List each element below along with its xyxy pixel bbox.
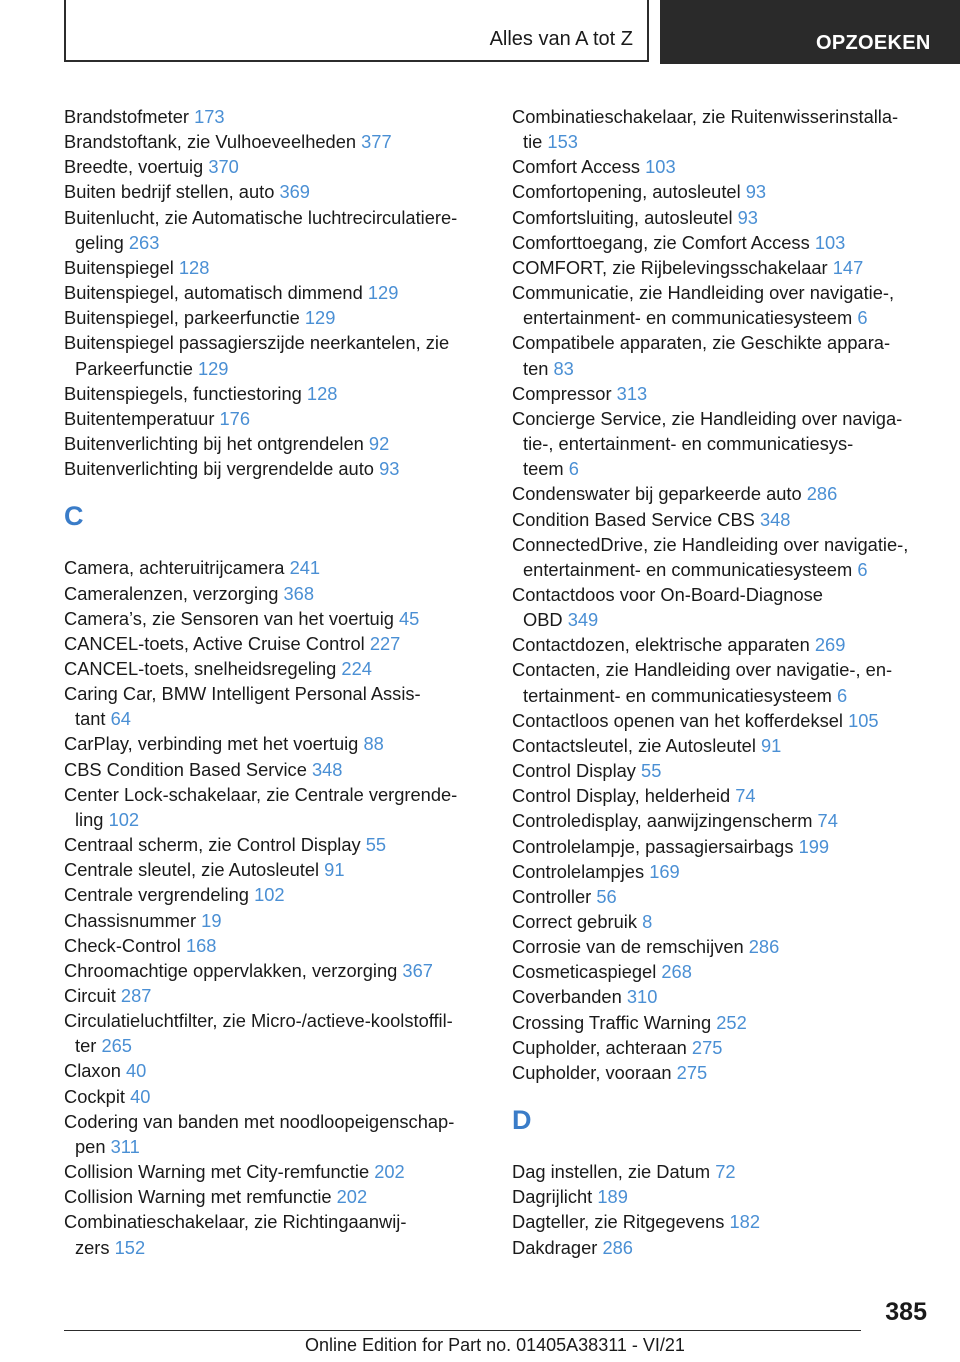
entry-term: CANCEL-toets, Active Cruise Control bbox=[64, 632, 365, 654]
page-reference-link[interactable]: 286 bbox=[748, 936, 780, 958]
index-entry bbox=[512, 230, 932, 255]
page-reference-link[interactable]: 91 bbox=[761, 734, 782, 756]
index-entry bbox=[512, 859, 932, 884]
entry-term: Contactdoos voor On-Board-Diagnose bbox=[512, 583, 823, 605]
entry-term: Condition Based Service CBS bbox=[512, 508, 755, 530]
index-entry bbox=[512, 179, 932, 204]
entry-term-continuation: Parkeerfunctie bbox=[75, 357, 193, 379]
index-entry bbox=[512, 733, 932, 758]
entry-term: Comfort Access bbox=[512, 156, 641, 178]
page-reference-link[interactable]: 6 bbox=[568, 458, 579, 480]
index-entry bbox=[64, 832, 484, 857]
page-reference-link[interactable]: 173 bbox=[194, 106, 225, 127]
page-reference-link[interactable]: 169 bbox=[649, 860, 680, 882]
page-reference-link[interactable]: 275 bbox=[676, 1061, 708, 1083]
index-entry bbox=[512, 280, 932, 330]
entry-term-continuation: tie bbox=[523, 131, 543, 153]
index-entry bbox=[64, 1058, 484, 1083]
entry-term: Camera, achteruitrijcamera bbox=[64, 557, 285, 579]
entry-term-continuation: entertainment- en communicatiesysteem bbox=[523, 558, 853, 580]
index-entry bbox=[512, 657, 932, 707]
entry-term: Centraal scherm, zie Control Display bbox=[64, 834, 361, 856]
page-reference-link[interactable]: 265 bbox=[101, 1035, 132, 1057]
page-reference-link[interactable]: 105 bbox=[848, 709, 879, 731]
index-entry bbox=[512, 1235, 932, 1260]
entry-term: Compressor bbox=[512, 382, 612, 404]
entry-term: Claxon bbox=[64, 1060, 121, 1082]
entry-term: Control Display bbox=[512, 760, 636, 782]
entry-term: Controlelampjes bbox=[512, 860, 645, 882]
page-reference-link[interactable]: 202 bbox=[374, 1161, 405, 1183]
section-header bbox=[64, 0, 649, 62]
index-entry bbox=[512, 708, 932, 733]
index-entry bbox=[64, 381, 484, 406]
index-entry bbox=[64, 681, 484, 731]
entry-term-continuation: geling bbox=[75, 231, 124, 253]
index-entry bbox=[64, 1184, 484, 1209]
page-reference-link[interactable]: 310 bbox=[626, 986, 658, 1008]
entry-term: Chassisnummer bbox=[64, 909, 197, 931]
entry-term: Combinatieschakelaar, zie Richtingaanwij‐ bbox=[64, 1211, 407, 1233]
entry-term: Centrale vergrendeling bbox=[64, 884, 249, 906]
entry-term: Brandstoftank, zie Vulhoeveelheden bbox=[64, 131, 357, 153]
entry-term: Compatibele apparaten, zie Geschikte appara‐ bbox=[512, 332, 891, 354]
page-reference-link[interactable]: 129 bbox=[367, 282, 399, 304]
entry-term: Cameralenzen, verzorging bbox=[64, 582, 279, 604]
entry-term: Buiten bedrijf stellen, auto bbox=[64, 181, 275, 203]
page-reference-link[interactable]: 19 bbox=[201, 909, 222, 931]
page-reference-link[interactable]: 6 bbox=[857, 558, 868, 580]
entry-term: Contacten, zie Handleiding over navigatie-, en‐ bbox=[512, 659, 893, 681]
entry-term: Buitentemperatuur bbox=[64, 407, 215, 429]
entry-term: Cupholder, achteraan bbox=[512, 1036, 687, 1058]
page-reference-link[interactable]: 93 bbox=[379, 458, 400, 480]
page-reference-link[interactable]: 74 bbox=[735, 785, 756, 807]
page-reference-link[interactable]: 102 bbox=[254, 884, 285, 906]
entry-term: Center Lock-schakelaar, zie Centrale vergrende‐ bbox=[64, 783, 458, 805]
entry-term: Check-Control bbox=[64, 934, 181, 956]
entry-term: Dagrijlicht bbox=[512, 1186, 593, 1208]
page-reference-link[interactable]: 287 bbox=[120, 985, 152, 1006]
page-reference-link[interactable]: 8 bbox=[642, 911, 653, 932]
entry-term: CarPlay, verbinding met het voertuig bbox=[64, 733, 359, 755]
page-reference-link[interactable]: 40 bbox=[126, 1060, 147, 1082]
index-entry bbox=[512, 1209, 932, 1234]
page-reference-link[interactable]: 268 bbox=[661, 961, 692, 983]
page-reference-link[interactable]: 72 bbox=[715, 1161, 736, 1183]
index-entry bbox=[64, 1159, 484, 1184]
page-reference-link[interactable]: 199 bbox=[798, 835, 830, 857]
index-entry bbox=[512, 959, 932, 984]
entry-term: Contactsleutel, zie Autosleutel bbox=[512, 734, 756, 756]
page-reference-link[interactable]: 369 bbox=[279, 181, 310, 203]
page-reference-link[interactable]: 168 bbox=[185, 934, 217, 956]
page-reference-link[interactable]: 91 bbox=[324, 859, 345, 881]
entry-term: Buitenspiegel, parkeerfunctie bbox=[64, 307, 300, 329]
page-reference-link[interactable]: 128 bbox=[178, 256, 210, 278]
entry-term: Control Display, helderheid bbox=[512, 785, 731, 807]
entry-term: Camera’s, zie Sensoren van het voertuig bbox=[64, 607, 394, 629]
page-reference-link[interactable]: 45 bbox=[399, 607, 420, 629]
entry-term: Corrosie van de remschijven bbox=[512, 936, 744, 958]
entry-term: Controledisplay, aanwijzingenscherm bbox=[512, 810, 813, 832]
entry-term: Circulatieluchtfilter, zie Micro-/actieve-koolstoffil‐ bbox=[64, 1010, 453, 1032]
entry-term: Chroomachtige oppervlakken, verzorging bbox=[64, 959, 398, 981]
page-reference-link[interactable]: 367 bbox=[402, 959, 433, 981]
page-reference-link[interactable]: 368 bbox=[283, 582, 315, 604]
entry-term: Brandstofmeter bbox=[64, 106, 189, 127]
footer-divider bbox=[64, 1330, 861, 1331]
index-entry bbox=[64, 882, 484, 907]
page-reference-link[interactable]: 74 bbox=[817, 810, 838, 832]
index-entry bbox=[512, 104, 932, 154]
index-entry bbox=[64, 1008, 484, 1058]
index-entry bbox=[512, 834, 932, 859]
entry-term: Collision Warning met remfunctie bbox=[64, 1186, 332, 1208]
entry-term: Circuit bbox=[64, 985, 116, 1006]
index-entry bbox=[512, 1060, 932, 1085]
index-entry bbox=[64, 255, 484, 280]
index-entry bbox=[64, 757, 484, 782]
index-entry bbox=[64, 933, 484, 958]
entry-term: Buitenspiegel passagierszijde neerkantelen, zie bbox=[64, 332, 450, 354]
entry-term: Cosmeticaspiegel bbox=[512, 961, 657, 983]
page-reference-link[interactable]: 348 bbox=[759, 508, 791, 530]
index-entry bbox=[64, 782, 484, 832]
entry-term: Cockpit bbox=[64, 1085, 125, 1107]
index-entry bbox=[64, 179, 484, 204]
entry-term: Dakdrager bbox=[512, 1236, 598, 1258]
page-reference-link[interactable]: 55 bbox=[365, 834, 387, 856]
page-reference-link[interactable]: 92 bbox=[368, 433, 390, 455]
entry-term: Buitenspiegel bbox=[64, 256, 174, 278]
page-reference-link[interactable]: 88 bbox=[363, 733, 384, 755]
entry-term: Condenswater bij geparkeerde auto bbox=[512, 483, 802, 505]
index-entry bbox=[512, 909, 932, 934]
index-entry bbox=[512, 381, 932, 406]
index-letter-heading: D bbox=[512, 1105, 532, 1136]
entry-term: ConnectedDrive, zie Handleiding over navigatie-, bbox=[512, 533, 909, 555]
entry-term: Comforttoegang, zie Comfort Access bbox=[512, 231, 810, 253]
index-entry bbox=[512, 507, 932, 532]
page-reference-link[interactable]: 275 bbox=[691, 1036, 723, 1058]
index-entry bbox=[512, 1035, 932, 1060]
entry-term: Buitenverlichting bij vergrendelde auto bbox=[64, 458, 374, 480]
page-reference-link[interactable]: 286 bbox=[602, 1236, 633, 1258]
index-entry bbox=[512, 758, 932, 783]
entry-term: Controller bbox=[512, 885, 592, 907]
page-reference-link[interactable]: 189 bbox=[597, 1186, 628, 1208]
footer-edition: Online Edition for Part no. 01405A38311 - VI/21 bbox=[305, 1335, 685, 1355]
entry-term: Comfortopening, autosleutel bbox=[512, 181, 741, 203]
entry-term: Collision Warning met City-remfunctie bbox=[64, 1161, 370, 1183]
page-reference-link[interactable]: 56 bbox=[596, 885, 617, 907]
index-entry bbox=[512, 884, 932, 909]
index-entry bbox=[512, 154, 932, 179]
index-entry bbox=[64, 154, 484, 179]
entry-term-continuation: tie-, entertainment- en communicatiesys‐ bbox=[523, 433, 854, 455]
entry-term-continuation: pen bbox=[75, 1135, 106, 1157]
entry-term-continuation: ten bbox=[523, 357, 549, 379]
index-entry bbox=[512, 632, 932, 657]
index-entry bbox=[64, 857, 484, 882]
entry-term: Buitenspiegels, functiestoring bbox=[64, 382, 302, 404]
page-reference-link[interactable]: 147 bbox=[832, 256, 864, 278]
page-reference-link[interactable]: 286 bbox=[806, 483, 838, 505]
entry-term: COMFORT, zie Rijbelevingsschakelaar bbox=[512, 256, 828, 278]
section-title: Alles van A tot Z bbox=[489, 28, 633, 50]
entry-term: Buitenspiegel, automatisch dimmend bbox=[64, 282, 363, 304]
page-reference-link[interactable]: 224 bbox=[341, 657, 372, 679]
index-entry bbox=[64, 581, 484, 606]
entry-term-continuation: entertainment- en communicatiesysteem bbox=[523, 307, 853, 329]
entry-term: Coverbanden bbox=[512, 986, 622, 1008]
entry-term: Correct gebruik bbox=[512, 911, 637, 932]
entry-term-continuation: ter bbox=[75, 1035, 97, 1057]
index-entry bbox=[512, 481, 932, 506]
entry-term: Contactloos openen van het kofferdeksel bbox=[512, 709, 843, 731]
page-reference-link[interactable]: 349 bbox=[567, 609, 599, 631]
entry-term: Comfortsluiting, autosleutel bbox=[512, 206, 733, 228]
index-entry bbox=[64, 129, 484, 154]
page-reference-link[interactable]: 93 bbox=[745, 181, 767, 203]
index-entry bbox=[64, 555, 484, 580]
index-entry bbox=[64, 1209, 484, 1259]
index-entry bbox=[512, 984, 932, 1009]
page-reference-link[interactable]: 103 bbox=[814, 231, 846, 253]
index-entry bbox=[64, 1084, 484, 1109]
page-reference-link[interactable]: 153 bbox=[547, 131, 578, 153]
index-entry bbox=[64, 205, 484, 255]
entry-term: Codering van banden met noodloopeigenschap‐ bbox=[64, 1110, 455, 1132]
page-reference-link[interactable]: 152 bbox=[114, 1236, 146, 1258]
page-reference-link[interactable]: 182 bbox=[729, 1211, 760, 1233]
index-entry bbox=[512, 1010, 932, 1035]
index-entry bbox=[64, 406, 484, 431]
opzoeken-tab[interactable] bbox=[660, 0, 960, 64]
index-entry bbox=[512, 934, 932, 959]
entry-term: Caring Car, BMW Intelligent Personal Assis‐ bbox=[64, 683, 421, 705]
entry-term: Centrale sleutel, zie Autosleutel bbox=[64, 859, 320, 881]
page-reference-link[interactable]: 102 bbox=[108, 808, 140, 830]
index-entry bbox=[512, 532, 932, 582]
index-entry bbox=[512, 783, 932, 808]
entry-term-continuation: teem bbox=[523, 458, 564, 480]
entry-term: Crossing Traffic Warning bbox=[512, 1011, 712, 1033]
index-entry bbox=[512, 330, 932, 380]
page-reference-link[interactable]: 269 bbox=[814, 634, 846, 656]
index-entry bbox=[512, 1159, 932, 1184]
index-entry bbox=[64, 656, 484, 681]
entry-term-continuation: zers bbox=[75, 1236, 110, 1258]
index-column-left bbox=[64, 104, 484, 1260]
page-reference-link[interactable]: 129 bbox=[304, 307, 336, 329]
index-entry bbox=[64, 280, 484, 305]
index-entry bbox=[64, 606, 484, 631]
page-reference-link[interactable]: 103 bbox=[645, 156, 676, 178]
index-entry bbox=[512, 255, 932, 280]
index-entry bbox=[512, 808, 932, 833]
index-letter-heading: C bbox=[64, 501, 84, 532]
page-reference-link[interactable]: 252 bbox=[716, 1011, 747, 1033]
entry-term: Dag instellen, zie Datum bbox=[512, 1161, 711, 1183]
page-reference-link[interactable]: 176 bbox=[219, 407, 251, 429]
entry-term: Cupholder, vooraan bbox=[512, 1061, 672, 1083]
entry-term: Contactdozen, elektrische apparaten bbox=[512, 634, 810, 656]
index-entry bbox=[64, 1109, 484, 1159]
entry-term: Combinatieschakelaar, zie Ruitenwisserinstalla‐ bbox=[512, 106, 899, 127]
page-reference-link[interactable]: 377 bbox=[361, 131, 392, 153]
page-reference-link[interactable]: 370 bbox=[208, 156, 239, 178]
page-reference-link[interactable]: 311 bbox=[110, 1135, 140, 1157]
entry-term: CANCEL-toets, snelheidsregeling bbox=[64, 657, 337, 679]
page-reference-link[interactable]: 348 bbox=[311, 758, 343, 780]
index-entry bbox=[512, 582, 932, 632]
index-entry bbox=[64, 908, 484, 933]
opzoeken-tab-label: OPZOEKEN bbox=[816, 32, 931, 54]
page-reference-link[interactable]: 40 bbox=[130, 1085, 151, 1107]
entry-term: Buitenlucht, zie Automatische luchtrecirculatiere‐ bbox=[64, 206, 458, 228]
page-reference-link[interactable]: 313 bbox=[616, 382, 648, 404]
page-reference-link[interactable]: 6 bbox=[836, 684, 848, 706]
entry-term-continuation: tertainment- en communicatiesysteem bbox=[523, 684, 832, 706]
index-entry bbox=[512, 406, 932, 481]
entry-term-continuation: OBD bbox=[523, 609, 563, 631]
index-entry bbox=[64, 958, 484, 983]
page-reference-link[interactable]: 64 bbox=[110, 708, 131, 730]
page-reference-link[interactable]: 83 bbox=[553, 357, 574, 379]
entry-term-continuation: tant bbox=[75, 708, 106, 730]
page-reference-link[interactable]: 55 bbox=[641, 760, 662, 782]
page-reference-link[interactable]: 128 bbox=[306, 382, 338, 404]
index-entry bbox=[64, 330, 484, 380]
page-reference-link[interactable]: 129 bbox=[197, 357, 229, 379]
index-column-right bbox=[512, 104, 932, 1260]
page-reference-link[interactable]: 241 bbox=[289, 557, 321, 579]
index-entry bbox=[64, 456, 484, 481]
page-reference-link[interactable]: 263 bbox=[128, 231, 160, 253]
page-reference-link[interactable]: 93 bbox=[737, 206, 758, 228]
page-number: 385 bbox=[885, 1298, 927, 1326]
index-entry bbox=[64, 431, 484, 456]
entry-term: Breedte, voertuig bbox=[64, 156, 204, 178]
entry-term: Controlelampje, passagiersairbags bbox=[512, 835, 794, 857]
index-entry bbox=[512, 205, 932, 230]
index-entry bbox=[64, 983, 484, 1008]
index-entry bbox=[512, 1184, 932, 1209]
index-entry bbox=[64, 631, 484, 656]
page-reference-link[interactable]: 6 bbox=[857, 307, 868, 329]
entry-term-continuation: ling bbox=[75, 808, 104, 830]
entry-term: Buitenverlichting bij het ontgrendelen bbox=[64, 433, 364, 455]
index-entry bbox=[64, 305, 484, 330]
index-entry bbox=[64, 104, 484, 129]
entry-term: CBS Condition Based Service bbox=[64, 758, 307, 780]
page-reference-link[interactable]: 202 bbox=[336, 1186, 368, 1208]
page-reference-link[interactable]: 227 bbox=[369, 632, 401, 654]
entry-term: Dagteller, zie Ritgegevens bbox=[512, 1211, 725, 1233]
entry-term: Concierge Service, zie Handleiding over naviga‐ bbox=[512, 407, 903, 429]
entry-term: Communicatie, zie Handleiding over navigatie-, bbox=[512, 282, 895, 304]
index-entry bbox=[64, 731, 484, 756]
